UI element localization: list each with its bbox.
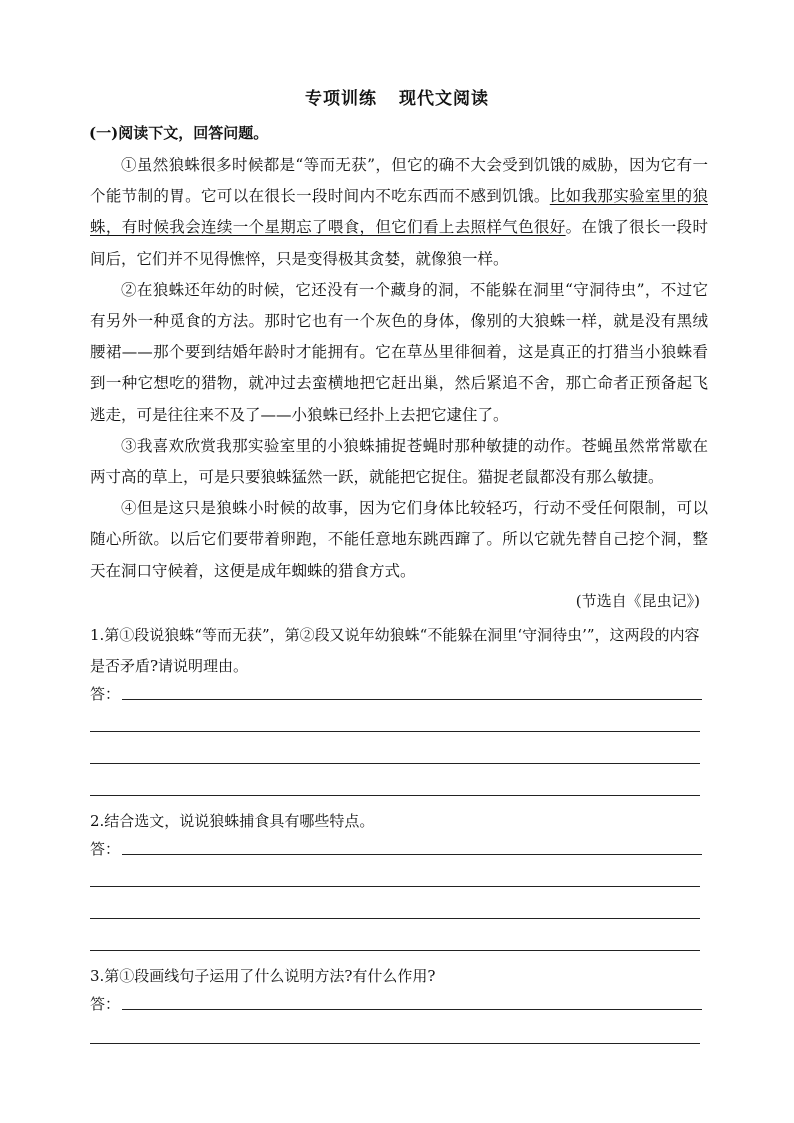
answer-blank-line[interactable] <box>90 950 700 951</box>
page-title <box>0 84 794 109</box>
paragraph-1-text-before: ①虽然狼蛛很多时候都是“等而无获”，但它的确不大会受到饥饿的威胁，因为它有一个能节制的胃。它可以在很长一段时间内不吃东西而不感到饥饿。 <box>90 156 708 206</box>
answer-blank-line[interactable] <box>90 886 700 887</box>
answer-row-1[interactable] <box>90 683 702 704</box>
passage-paragraph-3: ③我喜欢欣赏我那实验室里的小狼蛛捕捉苍蝇时那种敏捷的动作。苍蝇虽然常常歇在两寸高的草上，可是只要狼蛛猛然一跃，就能把它捉住。猫捉老鼠都没有那么敏捷。 <box>90 436 708 487</box>
answer-label-3: 答： <box>90 995 121 1013</box>
answer-label-2: 答： <box>90 840 121 858</box>
answer-line[interactable] <box>122 698 702 700</box>
answer-row-2[interactable] <box>90 838 702 859</box>
passage-paragraph-2: ②在狼蛛还年幼的时候，它还没有一个藏身的洞，不能躲在洞里“守洞待虫”，不过它有另外一种觅食的方法。那时它也有一个灰色的身体，像别的大狼蛛一样，就是没有黑绒腰裙——那个要到结婚年龄时才能拥有。它在草丛里徘徊着，这是真正的打猎当小狼蛛看到一种它想吃的猎物，就冲过去蛮横地把它赶出巢，然后紧追不舍，那亡命者正预备起飞逃走，可是往往来不及了——小狼蛛已经扑上去把它逮住了。 <box>90 280 708 424</box>
answer-blank-line[interactable] <box>90 731 700 732</box>
answer-line[interactable] <box>122 853 702 855</box>
answer-blank-line[interactable] <box>90 918 700 919</box>
question-3: 3.第①段画线句子运用了什么说明方法?有什么作用? <box>90 967 436 985</box>
answer-row-3[interactable] <box>90 993 702 1014</box>
answer-label-1: 答： <box>90 685 121 703</box>
title-part-1: 专项训练 <box>305 89 377 109</box>
underlined-sentence: 比如我那实验室里的狼蛛，有时候我会连续一个星期忘了喂食，但它们看上去照样气色很好 <box>90 187 708 237</box>
passage-paragraph-1 <box>90 150 708 275</box>
question-2: 2.结合选文，说说狼蛛捕食具有哪些特点。 <box>90 812 375 830</box>
title-part-2: 现代文阅读 <box>399 89 489 109</box>
section-heading: (一)阅读下文，回答问题。 <box>89 124 269 142</box>
question-1: 1.第①段说狼蛛“等而无获”，第②段又说年幼狼蛛“不能躲在洞里‘守洞待虫’”，这两段的内容是否矛盾?请说明理由。 <box>90 626 700 675</box>
passage-paragraph-4: ④但是这只是狼蛛小时候的故事，因为它们身体比较轻巧，行动不受任何限制，可以随心所欲。以后它们要带着卵跑，不能任意地东跳西蹿了。所以它就先替自己挖个洞，整天在洞口守候着，这便是成年蜘蛛的猎食方式。 <box>90 499 708 580</box>
answer-blank-line[interactable] <box>90 1043 700 1044</box>
answer-line[interactable] <box>122 1008 702 1010</box>
source-citation: (节选自《昆虫记》) <box>575 592 700 610</box>
answer-blank-line[interactable] <box>90 763 700 764</box>
answer-blank-line[interactable] <box>90 795 700 796</box>
reading-passage <box>90 150 708 587</box>
paragraph-1-text-after: 。在饿了很长一段时间后，它们并不见得憔悴，只是变得极其贪婪，就像狼一样。 <box>90 218 708 268</box>
